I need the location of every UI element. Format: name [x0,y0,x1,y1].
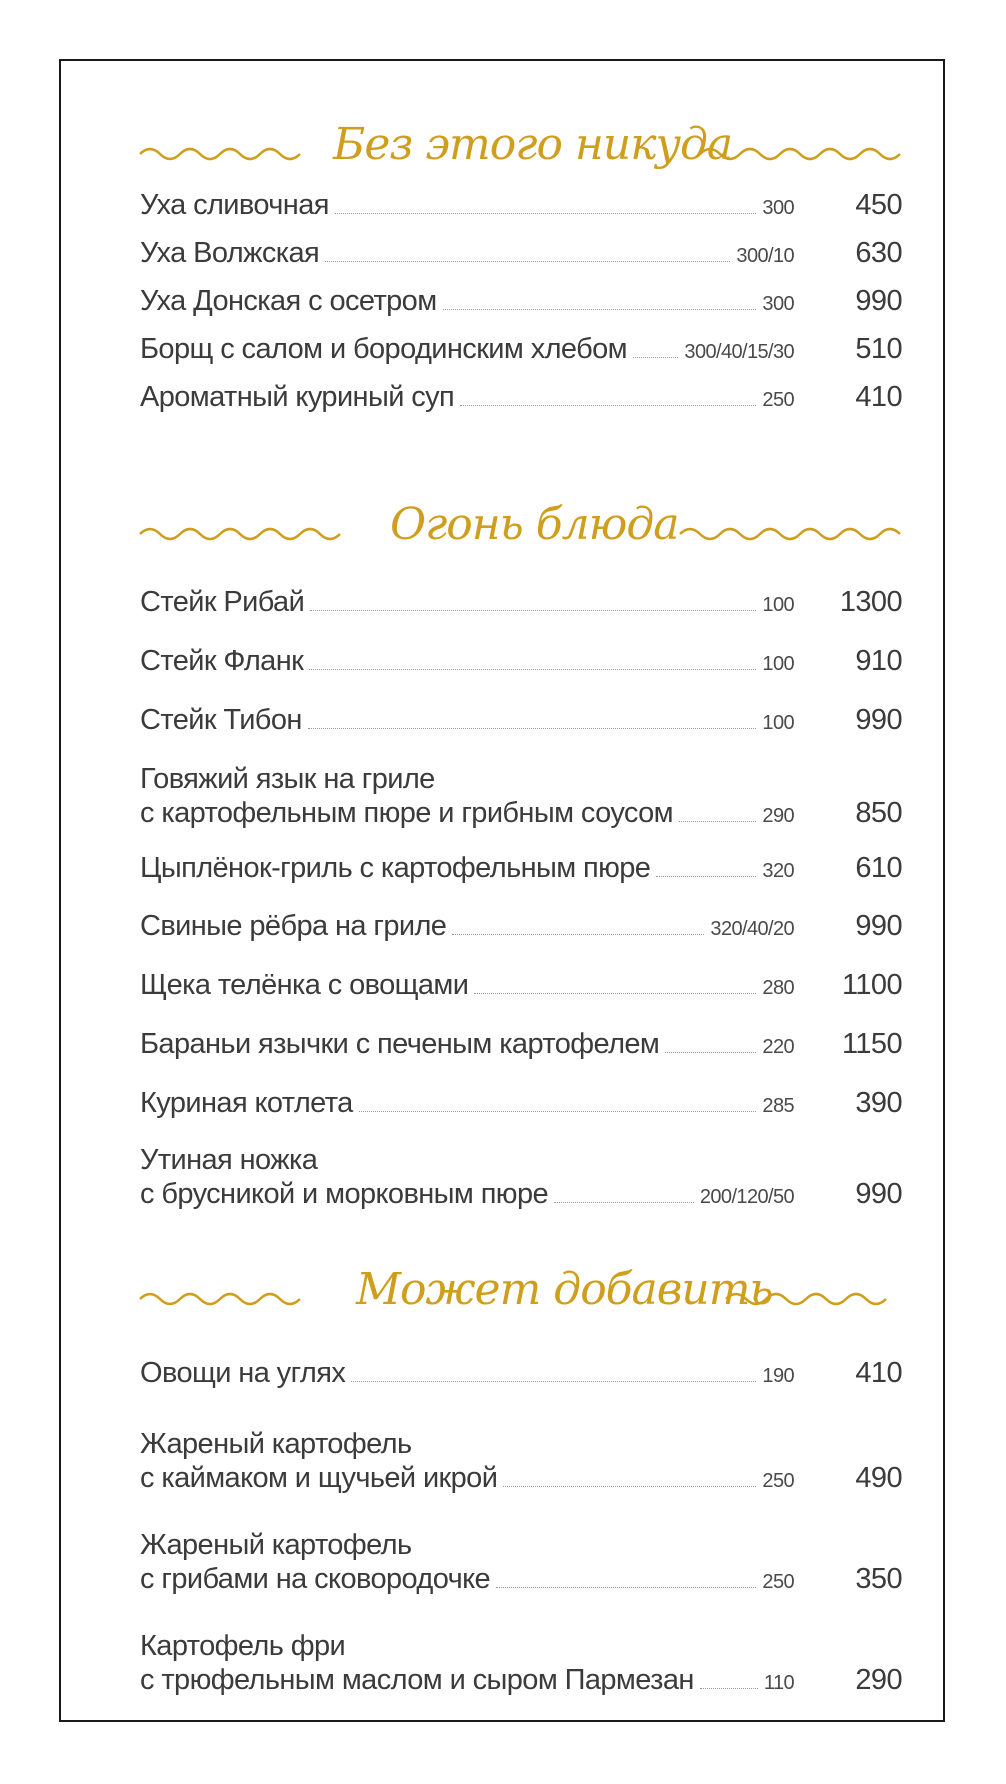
menu-item [140,1356,902,1390]
dot-leader [335,213,757,214]
dot-leader [308,728,757,729]
item-weight: 290 [762,805,794,827]
menu-item [140,1629,902,1697]
dot-leader [351,1381,756,1382]
item-weight: 300 [762,197,794,219]
item-name: Борщ с салом и бородинским хлебом [140,333,627,365]
item-price: 350 [855,1563,902,1595]
item-weight: 220 [762,1036,794,1058]
section-title: Без этого никуда [333,119,733,170]
wave-ornament-left [138,1285,310,1309]
menu-item [140,284,902,318]
item-name-line2: с картофельным пюре и грибным соусом [140,797,673,829]
item-price: 490 [855,1462,902,1494]
item-weight: 100 [762,712,794,734]
item-weight: 280 [762,977,794,999]
item-name: Стейк Рибай [140,586,305,618]
item-name: Картофель фри [140,1630,346,1662]
menu-item [140,1427,902,1495]
item-weight: 300/10 [736,245,794,267]
menu-item [140,236,902,270]
wave-ornament-left [138,520,350,544]
item-name-line2: с грибами на сковородочке [140,1563,491,1595]
item-name: Утиная ножка [140,1144,318,1176]
dot-leader [443,309,757,310]
section-title: Может добавить [356,1264,773,1315]
item-weight: 285 [762,1095,794,1117]
dot-leader [496,1587,756,1588]
item-weight: 250 [762,1470,794,1492]
menu-item [140,851,902,885]
item-price: 850 [855,797,902,829]
item-name: Свиные рёбра на гриле [140,910,447,942]
wave-ornament-right [678,520,904,544]
wave-ornament-right [698,140,904,164]
menu-item [140,188,902,222]
dot-leader [503,1486,756,1487]
dot-leader [474,993,756,994]
item-price: 450 [855,189,902,221]
item-weight: 250 [762,1571,794,1593]
item-name: Жареный картофель [140,1529,412,1561]
item-weight: 110 [763,1672,794,1694]
dot-leader [325,261,730,262]
menu-item [140,762,902,830]
item-price: 290 [855,1664,902,1696]
item-name: Уха сливочная [140,189,329,221]
item-name: Овощи на углях [140,1357,346,1389]
menu-item [140,909,902,943]
item-weight: 100 [762,653,794,675]
item-weight: 200/120/50 [699,1186,794,1208]
item-name: Куриная котлета [140,1087,353,1119]
item-price: 910 [855,645,902,677]
item-price: 510 [855,333,902,365]
item-price: 410 [855,381,902,413]
dot-leader [460,405,756,406]
dot-leader [554,1202,694,1203]
menu-item [140,1027,902,1061]
item-price: 990 [855,1178,902,1210]
item-name-line2: с трюфельным маслом и сыром Пармезан [140,1664,694,1696]
item-name-line2: с каймаком и щучьей икрой [140,1462,498,1494]
dot-leader [665,1052,756,1053]
item-weight: 300/40/15/30 [684,341,794,363]
item-price: 990 [855,910,902,942]
dot-leader [656,876,756,877]
menu-item [140,644,902,678]
item-name: Цыплёнок-гриль с картофельным пюре [140,852,651,884]
item-weight: 190 [762,1365,794,1387]
item-name: Стейк Фланк [140,645,304,677]
item-name: Уха Волжская [140,237,320,269]
item-price: 990 [855,704,902,736]
section-title: Огонь блюда [390,499,679,550]
item-name-line2: с брусникой и морковным пюре [140,1178,549,1210]
item-weight: 250 [762,389,794,411]
section-header-soups [138,110,904,200]
dot-leader [310,610,756,611]
item-name: Говяжий язык на гриле [140,763,435,795]
item-price: 410 [855,1357,902,1389]
item-name: Бараньи язычки с печеным картофелем [140,1028,660,1060]
item-name: Щека телёнка с овощами [140,969,469,1001]
dot-leader [309,669,756,670]
menu-item [140,968,902,1002]
menu-item [140,703,902,737]
item-price: 610 [855,852,902,884]
item-name: Ароматный куриный суп [140,381,455,413]
dot-leader [679,821,756,822]
item-price: 1100 [842,969,902,1001]
dot-leader [452,934,704,935]
item-name: Жареный картофель [140,1428,412,1460]
menu-item [140,380,902,414]
menu-item [140,1143,902,1211]
item-name: Уха Донская с осетром [140,285,437,317]
item-price: 390 [855,1087,902,1119]
menu-item [140,332,902,366]
wave-ornament-left [138,140,310,164]
wave-ornament-right [724,1285,904,1309]
item-weight: 320/40/20 [710,918,794,940]
item-weight: 320 [762,860,794,882]
item-price: 630 [855,237,902,269]
dot-leader [359,1111,757,1112]
menu-item [140,1086,902,1120]
item-price: 1300 [839,586,902,618]
dot-leader [633,357,678,358]
dot-leader [700,1688,758,1689]
menu-item [140,585,902,619]
item-price: 990 [855,285,902,317]
item-name: Стейк Тибон [140,704,302,736]
menu-item [140,1528,902,1596]
item-price: 1150 [842,1028,902,1060]
section-header-grill [138,490,904,580]
item-weight: 100 [762,594,794,616]
item-weight: 300 [762,293,794,315]
section-header-sides [138,1255,904,1345]
